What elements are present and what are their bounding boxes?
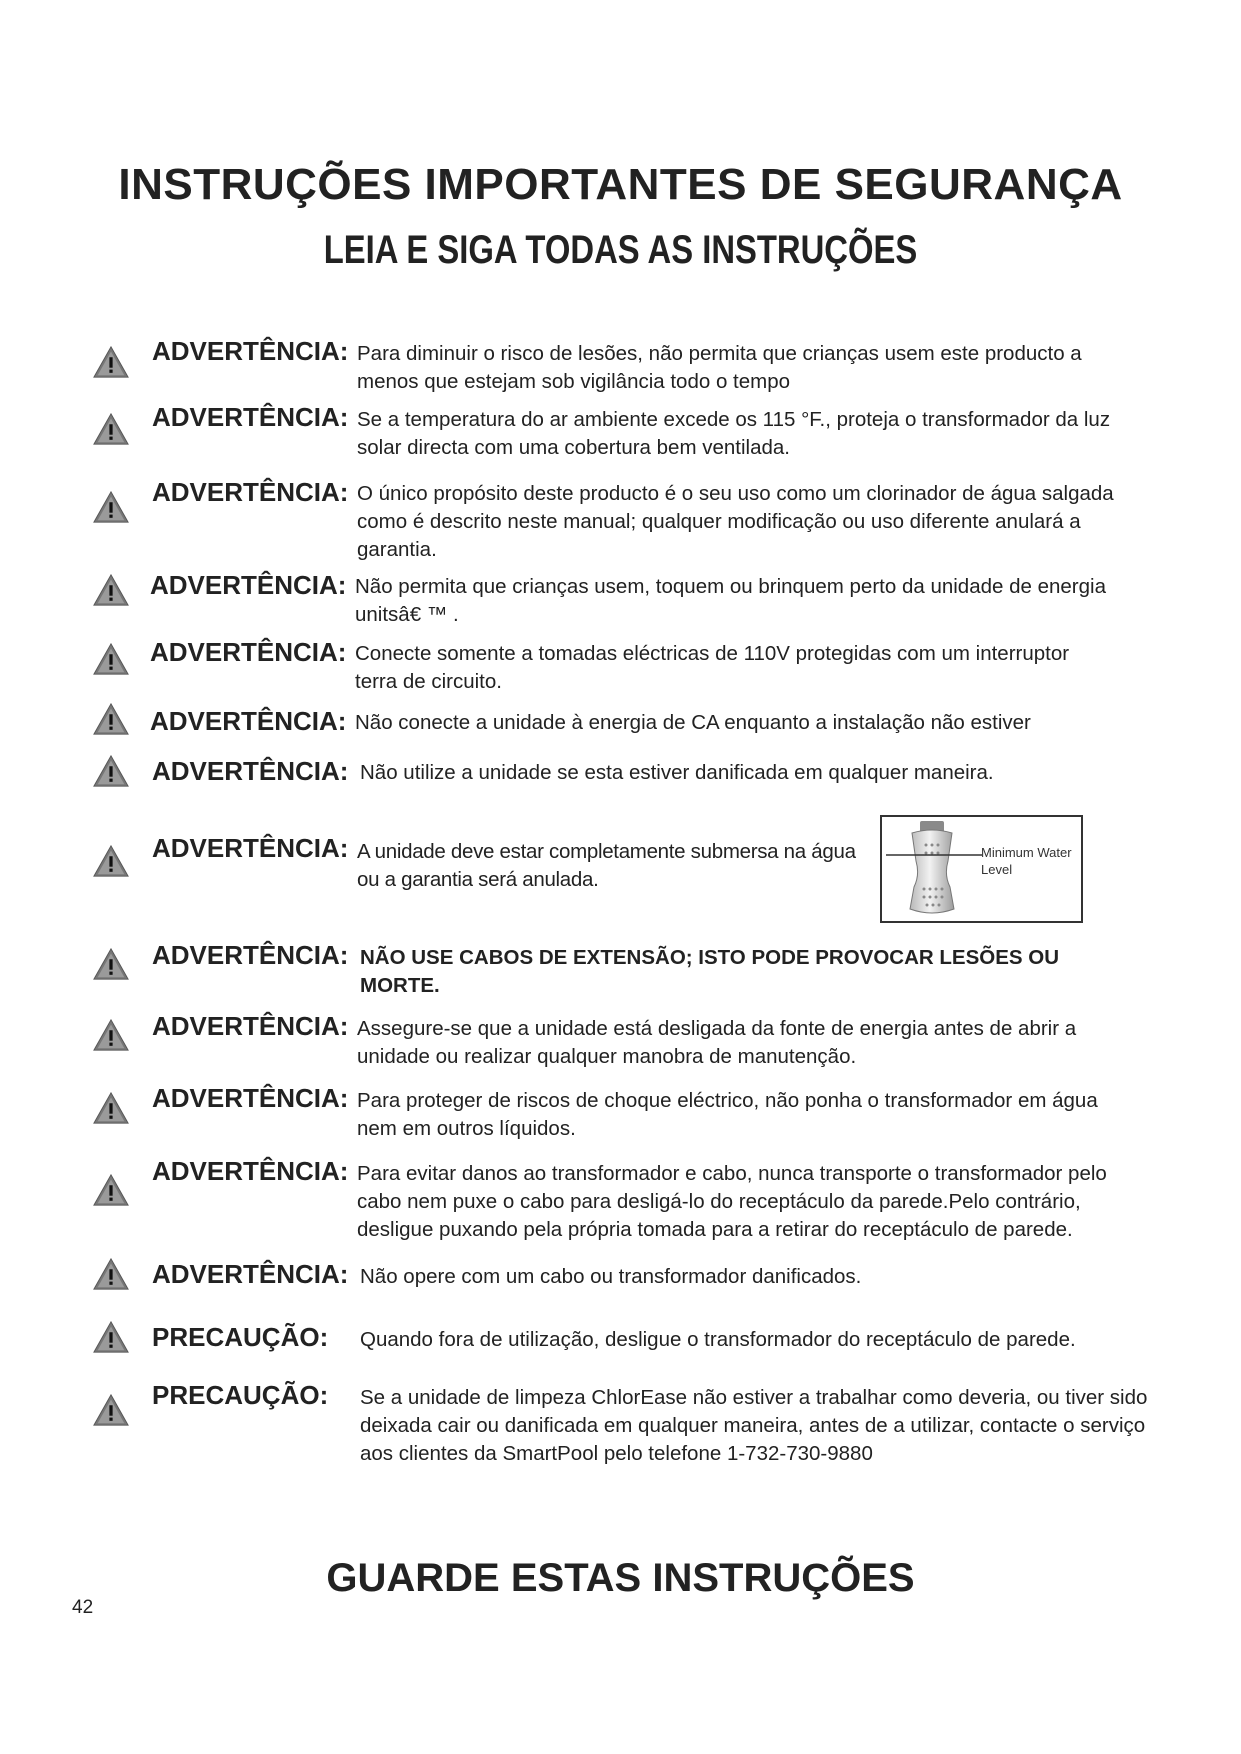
precaution-label: PRECAUÇÃO: [152,1380,329,1410]
warning-text: Não conecte a unidade à energia de CA enquanto a instalação não estiver [355,711,1031,734]
warning-text: NÃO USE CABOS DE EXTENSÃO; ISTO PODE PROVOCAR LESÕES OU MORTE. [360,946,1060,997]
warning-triangle-icon [92,1090,130,1126]
precaution-label: PRECAUÇÃO: [152,1322,329,1352]
warning-triangle-icon [92,946,130,982]
page-number: 42 [72,1597,94,1618]
warning-label: ADVERTÊNCIA: [152,1011,349,1041]
warning-label: ADVERTÊNCIA: [152,1083,349,1113]
footer-title: GUARDE ESTAS INSTRUÇÕES [326,1556,915,1600]
warning-triangle-icon [92,701,130,737]
warning-triangle-icon [92,344,130,380]
page-subtitle: LEIA E SIGA TODAS AS INSTRUÇÕES [323,228,918,272]
water-level-label: Minimum Water Level [981,845,1072,877]
warning-label: ADVERTÊNCIA: [150,570,347,600]
warning-label: ADVERTÊNCIA: [152,756,349,786]
warning-text: Assegure-se que a unidade está desligada da fonte de energia antes de abrir a unidade ou realizar qualquer manobra de manutenção. [357,1017,1077,1068]
warning-triangle-icon [92,753,130,789]
warning-label: ADVERTÊNCIA: [152,940,349,970]
warning-text: Para evitar danos ao transformador e cabo, nunca transporte o transformador pelo cabo nem puxe o cabo para desligá-lo do receptáculo da parede.Pelo contrário, desligue puxando pela própria tomada para a retirar do receptáculo de parede. [357,1162,1107,1241]
warning-triangle-icon [92,572,130,608]
warning-text: Não utilize a unidade se esta estiver danificada em qualquer maneira. [360,761,994,784]
warning-triangle-icon [92,1319,130,1355]
warning-label: ADVERTÊNCIA: [150,637,347,667]
warning-triangle-icon [92,843,130,879]
warning-text: O único propósito deste producto é o seu uso como um clorinador de água salgada como é descrito neste manual; qualquer modificação ou uso diferente anulará a garantia. [357,482,1114,561]
precaution-text: Se a unidade de limpeza ChlorEase não estiver a trabalhar como deveria, ou tiver sido deixada cair ou danificada em qualquer maneira, antes de a utilizar, contacte o serviço aos clientes da SmartPool pelo telefone 1-732-730-9880 [360,1386,1148,1465]
warning-label: ADVERTÊNCIA: [152,477,349,507]
warning-label: ADVERTÊNCIA: [150,706,347,736]
warning-text: Não opere com um cabo ou transformador danificados. [360,1265,862,1288]
warning-label: ADVERTÊNCIA: [152,402,349,432]
page-title: INSTRUÇÕES IMPORTANTES DE SEGURANÇA [118,160,1123,209]
precaution-text: Quando fora de utilização, desligue o transformador do receptáculo de parede. [360,1328,1076,1351]
warning-triangle-icon [92,1017,130,1053]
warning-label: ADVERTÊNCIA: [152,1259,349,1289]
warning-label: ADVERTÊNCIA: [152,336,349,366]
warning-text: Para diminuir o risco de lesões, não permita que crianças usem este producto a menos que estejam sob vigilância todo o tempo [357,342,1082,393]
warning-text: Conecte somente a tomadas eléctricas de 110V protegidas com um interruptor terra de circuito. [355,642,1070,693]
warning-text: Não permita que crianças usem, toquem ou brinquem perto da unidade de energia unitsâ€ ™ . [355,575,1106,626]
warning-triangle-icon [92,1172,130,1208]
warning-label: ADVERTÊNCIA: [152,1156,349,1186]
warning-triangle-icon [92,641,130,677]
water-level-figure [880,815,1083,923]
warning-text: A unidade deve estar completamente submersa na água ou a garantia será anulada. [357,840,856,891]
warning-triangle-icon [92,1256,130,1292]
warning-text: Para proteger de riscos de choque eléctrico, não ponha o transformador em água nem em outros líquidos. [357,1089,1098,1140]
warning-label: ADVERTÊNCIA: [152,833,349,863]
warning-triangle-icon [92,1392,130,1428]
warning-text: Se a temperatura do ar ambiente excede os 115 °F., proteja o transformador da luz solar directa com uma cobertura bem ventilada. [357,408,1111,459]
warning-triangle-icon [92,489,130,525]
warning-triangle-icon [92,411,130,447]
